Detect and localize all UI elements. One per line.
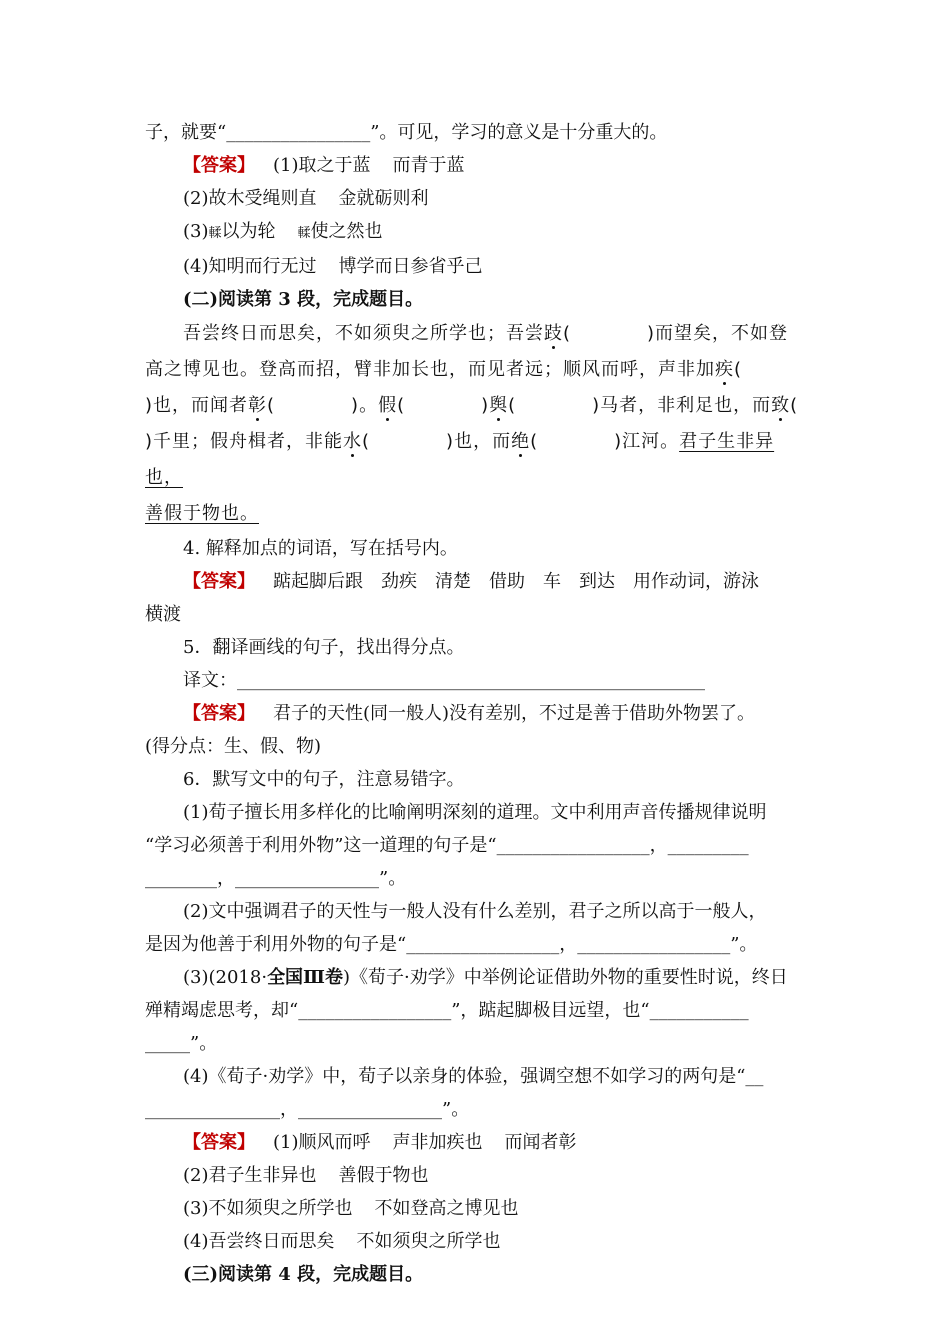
question-line: (4)《荀子·劝学》中，荀子以亲身的体验，强调空想不如学习的两句是“__ — [183, 1066, 764, 1087]
answer-text: 以为轮 — [221, 221, 276, 242]
rare-char: 輮 — [297, 226, 311, 241]
dotted-word: 跂 — [544, 323, 563, 344]
answer-line — [145, 1225, 810, 1258]
classical-passage — [145, 316, 810, 532]
question-line: _______________，________________”。 — [145, 1099, 470, 1120]
answer-label: 【答案】 — [183, 703, 255, 724]
section-heading-2: (二)阅读第 3 段，完成题目。 — [183, 289, 424, 310]
dotted-word: 致 — [771, 395, 791, 416]
dotted-word: 疾 — [715, 359, 734, 380]
exam-source: 全国Ⅲ卷 — [267, 967, 343, 988]
answer-1 — [145, 149, 810, 182]
dotted-word: 彰 — [248, 395, 268, 416]
answer-text: 声非加疾也 — [392, 1132, 483, 1153]
answer-text: 使之然也 — [310, 221, 383, 242]
answer-label: 【答案】 — [183, 155, 255, 176]
answer-line — [145, 215, 810, 250]
answer-text: (2)故木受绳则直 — [183, 188, 317, 209]
blank-paren: ( ) — [397, 395, 490, 416]
answer-text: 踮起脚后跟 劲疾 清楚 借助 车 到达 用作动词，游泳 — [273, 571, 759, 592]
document-body — [145, 116, 810, 1291]
question-line: _____”。 — [145, 1033, 218, 1054]
answer-text: 而闻者彰 — [504, 1132, 577, 1153]
answer-line: 横渡 — [145, 604, 181, 625]
dotted-word: 绝 — [511, 431, 531, 452]
question-text: )《荀子·劝学》中举例论证借助外物的重要性时说，终日 — [342, 967, 788, 988]
answer-6 — [145, 1126, 810, 1159]
question-6: 6．默写文中的句子，注意易错字。 — [183, 769, 465, 790]
answer-text: 博学而日参省乎己 — [338, 256, 483, 277]
blank-paren: ( )江河。 — [530, 431, 680, 452]
answer-text: (1)取之于蓝 — [273, 155, 371, 176]
answer-line — [145, 1192, 810, 1225]
passage-text: )也，而闻者 — [145, 395, 249, 416]
translation-blank: 译文：____________________________________________________ — [183, 670, 705, 691]
question-line — [145, 961, 810, 994]
answer-text: 而青于蓝 — [392, 155, 465, 176]
question-line: (2)文中强调君子的天性与一般人没有什么差别，君子之所以高于一般人， — [183, 901, 767, 922]
question-line: ________，________________”。 — [145, 868, 407, 889]
answer-text: (3) — [183, 221, 209, 242]
question-5: 5．翻译画线的句子，找出得分点。 — [183, 637, 465, 658]
blank-paren: ( )。 — [267, 395, 379, 416]
answer-line: (得分点：生、假、物) — [145, 736, 322, 757]
answer-text: 金就砺则利 — [338, 188, 429, 209]
answer-text: (3)不如须臾之所学也 — [183, 1198, 353, 1219]
question-line: 殚精竭虑思考，却“_________________”，踮起脚极目远望，也“___________ — [145, 1000, 749, 1021]
answer-line — [145, 182, 810, 215]
answer-text: 善假于物也 — [338, 1165, 429, 1186]
question-4: 4. 解释加点的词语，写在括号内。 — [183, 538, 458, 559]
blank-paren: ( )也，而 — [362, 431, 512, 452]
question-line: (1)荀子擅长用多样化的比喻阐明深刻的道理。文中利用声音传播规律说明 — [183, 802, 767, 823]
answer-text: (4)知明而行无过 — [183, 256, 317, 277]
dotted-word: 舆 — [489, 395, 509, 416]
answer-text: 不如须臾之所学也 — [356, 1231, 501, 1252]
answer-text: 不如登高之博见也 — [374, 1198, 519, 1219]
blank-paren: ( )而望矣，不如登 — [563, 323, 789, 344]
dotted-word: 假 — [378, 395, 398, 416]
question-text: (3)(2018· — [183, 967, 268, 988]
section-heading-3: (三)阅读第 4 段，完成题目。 — [183, 1264, 424, 1285]
answer-line — [145, 1159, 810, 1192]
passage-text: ( )马者，非利足也，而 — [508, 395, 772, 416]
answer-label: 【答案】 — [183, 1132, 255, 1153]
answer-text: 君子的天性(同一般人)没有差别，不过是善于借助外物罢了。 — [273, 703, 756, 724]
answer-text: (2)君子生非异也 — [183, 1165, 317, 1186]
passage-text: 吾尝终日而思矣，不如须臾之所学也；吾尝 — [183, 323, 544, 344]
blank-paren: ( — [790, 395, 799, 416]
passage-text: 高之博见也。登高而招，臂非加长也，而见者远；顺风而呼，声非加 — [145, 359, 715, 380]
underlined-sentence: 善假于物也。 — [145, 503, 259, 524]
blank-paren: ( — [734, 359, 743, 380]
text-line: 子，就要“________________”。可见，学习的意义是十分重大的。 — [145, 122, 668, 143]
answer-text: (4)吾尝终日而思矣 — [183, 1231, 335, 1252]
passage-text: )千里；假舟楫者，非能 — [145, 431, 344, 452]
rare-char: 輮 — [208, 226, 222, 241]
answer-label: 【答案】 — [183, 571, 255, 592]
answer-line — [145, 250, 810, 283]
underlined-sentence: 君子生非异也， — [145, 431, 775, 488]
question-line: 是因为他善于利用外物的句子是“_________________，_________________”。 — [145, 934, 758, 955]
answer-4 — [145, 565, 810, 598]
dotted-word: 水 — [343, 431, 363, 452]
question-line: “学习必须善于利用外物”这一道理的句子是“_________________，_________ — [145, 835, 749, 856]
answer-5 — [145, 697, 810, 730]
answer-text: (1)顺风而呼 — [273, 1132, 371, 1153]
